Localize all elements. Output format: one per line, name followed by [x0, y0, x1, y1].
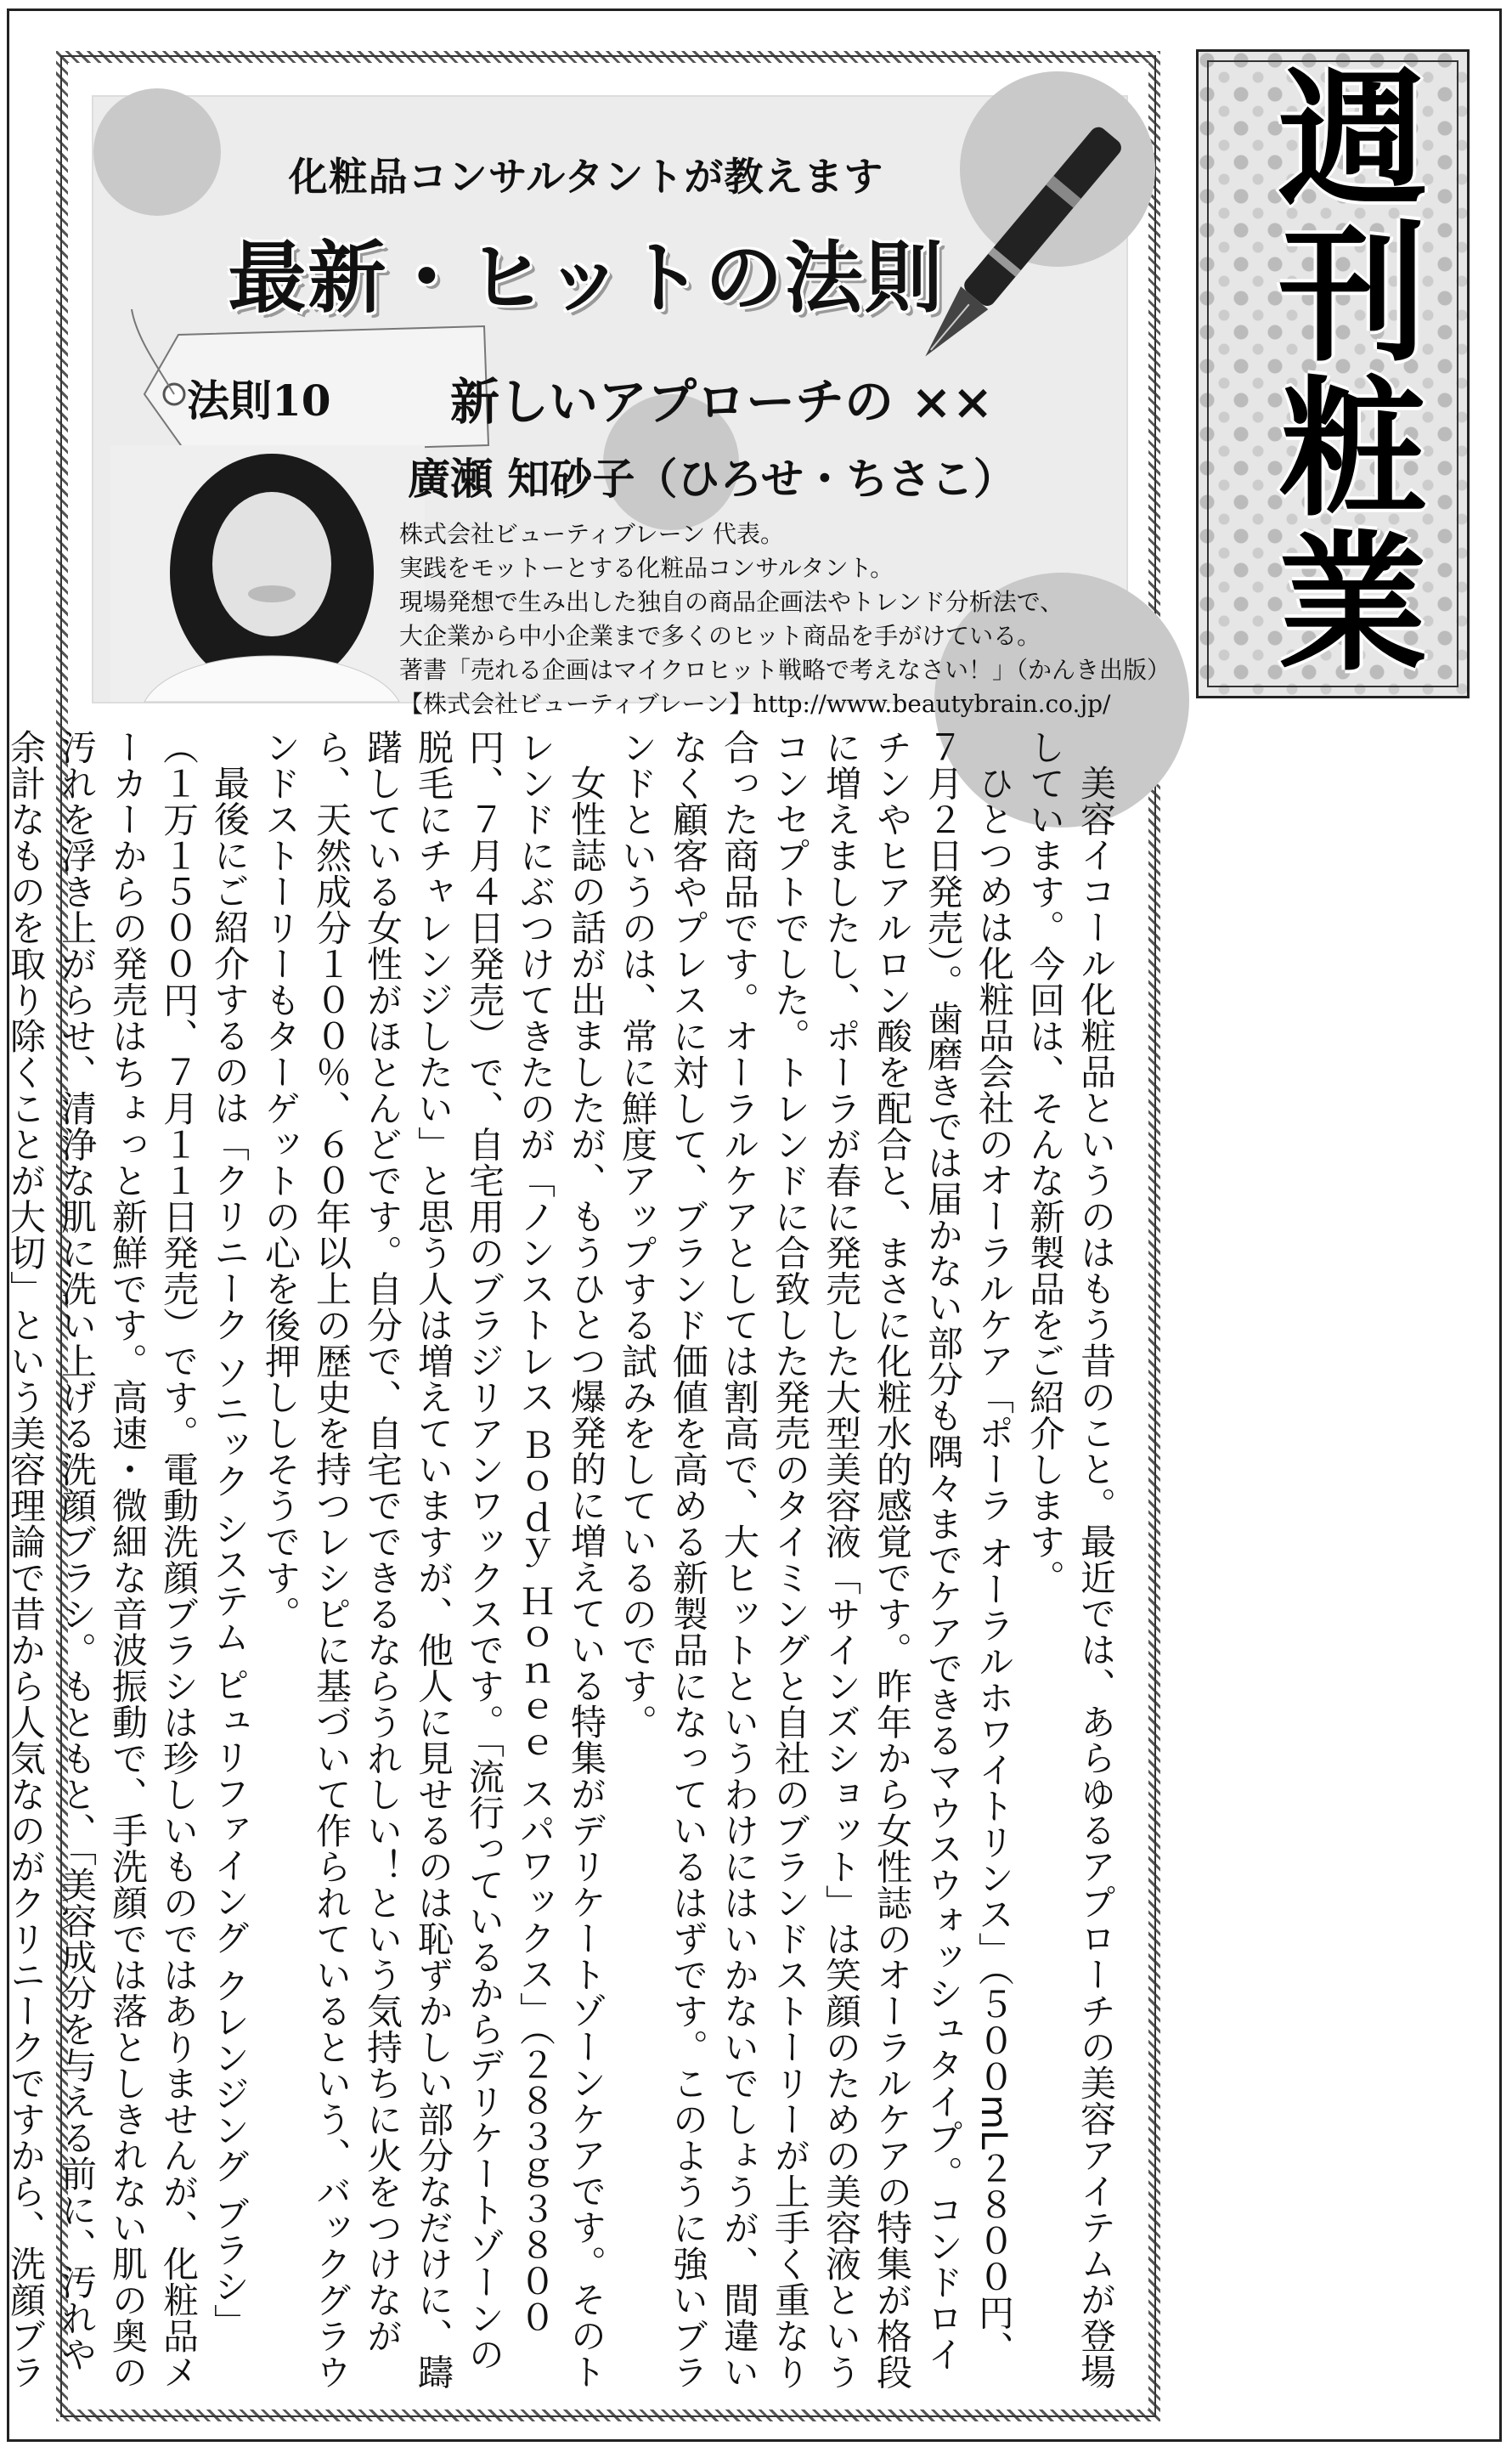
- article-paragraph: 女性誌の話が出ましたが、もうひとつ爆発的に増えている特集がデリケートゾーンケアです。そのトレンドにぶつけてきたのが「ノンストレス Ｂｏｄｙ Ｈｏｎｅｅ スパワックス」（２８３ｇ３８００円、７月４日発売）で、自宅用のブラジリアンワックスです。「流行っているからデリケートゾーンの脱毛にチャレンジしたい」と思う人は増えていますが、他人に見せるのは恥ずかしい部分なだけに、躊躇している女性がほとんどです。自分で、自宅でできるならうれしい！という気持ちに火をつけながら、天然成分１００％、６０年以上の歴史を持つレシピに基づいて作られているという、バックグラウンドストーリーもターゲットの心を後押ししそうです。: [260, 729, 607, 2390]
- fountain-pen-icon: [909, 114, 1104, 403]
- article-paragraph: 美容イコール化粧品というのはもう昔のこと。最近では、あらゆるアプローチの美容アイテムが登場しています。今回は、そんな新製品をご紹介します。: [1024, 729, 1117, 2390]
- author-bio: [399, 517, 1171, 721]
- column-header: [92, 95, 1171, 718]
- publication-logo: [1196, 49, 1470, 698]
- bio-line: 実践をモットーとする化粧品コンサルタント。: [399, 554, 894, 582]
- bio-line: 大企業から中小企業まで多くのヒット商品を手がけている。: [399, 622, 1041, 650]
- column-title: 最新・ヒットの法則: [228, 233, 945, 324]
- bio-line: 著書「売れる企画はマイクロヒット戦略で考えなさい！」（かんき出版）: [399, 656, 1171, 684]
- publication-name: 週刊粧業: [1253, 60, 1427, 679]
- column-subtitle: 化粧品コンサルタントが教えます: [288, 154, 884, 200]
- bio-line[interactable]: 【株式会社ビューティブレーン】http://www.beautybrain.co.jp/: [399, 690, 1111, 718]
- article-body: [5, 729, 1121, 2394]
- article-paragraph: ひとつめは化粧品会社のオーラルケア「ポーラ オーラルホワイトリンス」（５００mL２８００円、７月２日発売）。歯磨きでは届かない部分も隅々までケアできるマウスウォッシュタイプ。コンドロイチンやヒアルロン酸を配合と、まさに化粧水的感覚です。昨年から女性誌のオーラルケアの特集が格段に増えましたし、ポーラが春に発売した大型美容液「サインズショット」は笑顔のための美容液というコンセプトでした。トレンドに合致した発売のタイミングと自社のブランドストーリーが上手く重なり合った商品です。オーラルケアとしては割高で、大ヒットというわけにはいかないでしょうが、間違いなく顧客やプレスに対して、ブランド価値を高める新製品になっているはずです。このように強いブランドというのは、常に鮮度アップする試みをしているのです。: [617, 729, 1015, 2390]
- bio-line: 現場発想で生み出した独自の商品企画法やトレンド分析法で、: [399, 588, 1064, 616]
- bio-line: 株式会社ビューティブレーン 代表。: [399, 520, 784, 548]
- rule-number: 法則10: [187, 376, 331, 426]
- rule-title: 新しいアプローチの ××: [450, 373, 994, 431]
- author-name: 廣瀬 知砂子（ひろせ・ちさこ）: [408, 454, 1016, 504]
- decor-circle: [93, 88, 221, 216]
- article-paragraph: 最後にご紹介するのは「クリニーク ソニック システム ピュリファイング クレンジング ブラシ」（１万１５００円、７月１１日発売）です。電動洗顔ブラシは珍しいものではありませんが、化粧品メーカーからの発売はちょっと新鮮です。高速・微細な音波振動で、手洗顔では落としきれない肌の奥の汚れを浮き上がらせ、清浄な肌に洗い上げる洗顔ブラシ。もともと、「美容成分を与える前に、汚れや余計なものを取り除くことが大切」という美容理論で昔から人気なのがクリニークですから、洗顔ブラ: [5, 729, 251, 2390]
- author-photo: [110, 445, 425, 702]
